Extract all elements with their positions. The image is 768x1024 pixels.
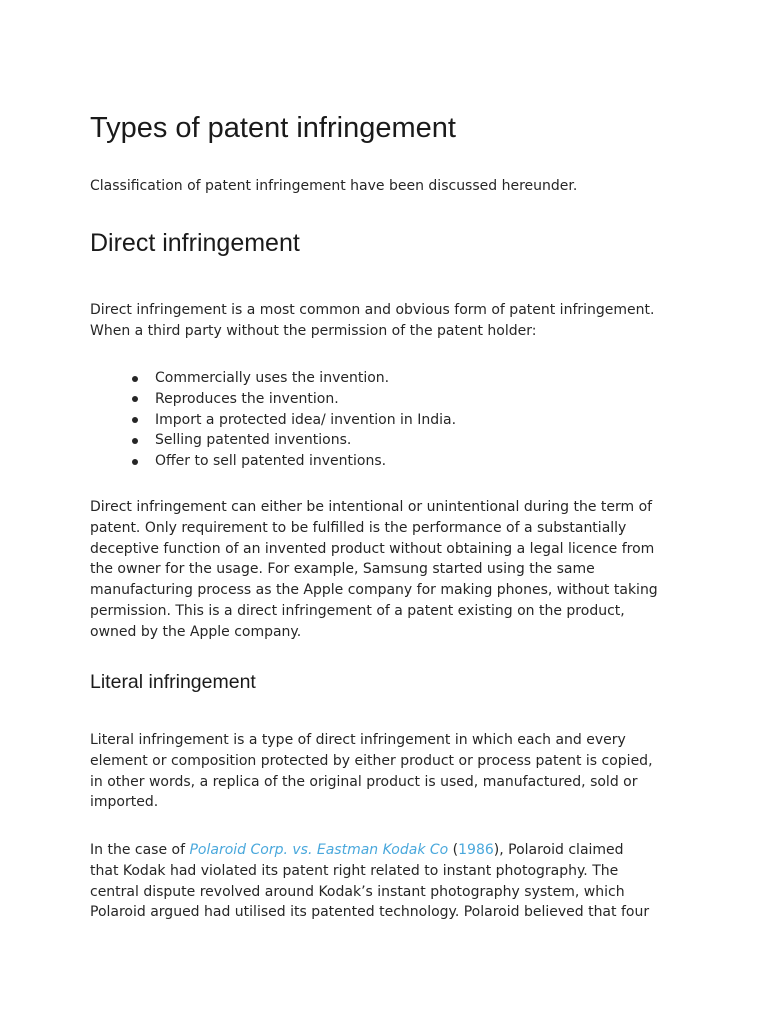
paragraph-line: deceptive function of an invented product without obtaining a legal licence from — [90, 540, 655, 557]
paragraph-line: imported. — [90, 794, 159, 811]
case-year-link[interactable]: 1986 — [458, 842, 494, 858]
bullet-icon — [132, 438, 138, 444]
paragraph-line: Direct infringement can either be intentional or unintentional during the term of — [90, 499, 653, 515]
list-item: Offer to sell patented inventions. — [90, 451, 456, 472]
paragraph-line: that Kodak had violated its patent right related to instant photography. The — [90, 862, 619, 879]
case-citation-link[interactable]: Polaroid Corp. vs. Eastman Kodak Co — [189, 842, 449, 858]
paragraph-line: element or composition protected by either product or process patent is copied, — [90, 752, 653, 769]
list-item: Reproduces the invention. — [90, 389, 456, 410]
paragraph-line: Direct infringement is a most common and obvious form of patent infringement. — [90, 302, 655, 318]
paragraph-line: When a third party without the permission of the patent holder: — [90, 322, 537, 339]
infringing-acts-list — [90, 368, 456, 472]
paragraph-line: the owner for the usage. For example, Samsung started using the same — [90, 561, 595, 578]
polaroid-case-paragraph — [90, 840, 690, 923]
bullet-icon — [132, 417, 138, 423]
bullet-icon — [132, 376, 138, 382]
list-item: Import a protected idea/ invention in India. — [90, 410, 456, 431]
direct-infringement-paragraph-1 — [90, 300, 690, 342]
paragraph-line: in other words, a replica of the original product is used, manufactured, sold or — [90, 773, 638, 790]
literal-infringement-paragraph-1 — [90, 730, 690, 813]
paragraph-line: owned by the Apple company. — [90, 623, 302, 640]
page-title: Types of patent infringement — [90, 112, 456, 144]
paragraph-line: patent. Only requirement to be fulfilled is the performance of a substantially — [90, 519, 627, 536]
paragraph-line: In the case of Polaroid Corp. vs. Eastman Kodak Co (1986), Polaroid claimed — [90, 842, 624, 858]
paragraph-line: permission. This is a direct infringement of a patent existing on the product, — [90, 602, 625, 619]
list-item: Commercially uses the invention. — [90, 368, 456, 389]
paragraph-line: central dispute revolved around Kodak’s instant photography system, which — [90, 883, 625, 900]
direct-infringement-paragraph-2 — [90, 497, 690, 643]
list-item: Selling patented inventions. — [90, 430, 456, 451]
bullet-icon — [132, 459, 138, 465]
literal-infringement-heading: Literal infringement — [90, 671, 256, 693]
direct-infringement-heading: Direct infringement — [90, 229, 300, 257]
intro-paragraph: Classification of patent infringement have been discussed hereunder. — [90, 178, 578, 194]
paragraph-line: Polaroid argued had utilised its patented technology. Polaroid believed that four — [90, 904, 650, 921]
paragraph-line: Literal infringement is a type of direct infringement in which each and every — [90, 732, 626, 748]
bullet-icon — [132, 396, 138, 402]
paragraph-line: manufacturing process as the Apple company for making phones, without taking — [90, 582, 658, 599]
